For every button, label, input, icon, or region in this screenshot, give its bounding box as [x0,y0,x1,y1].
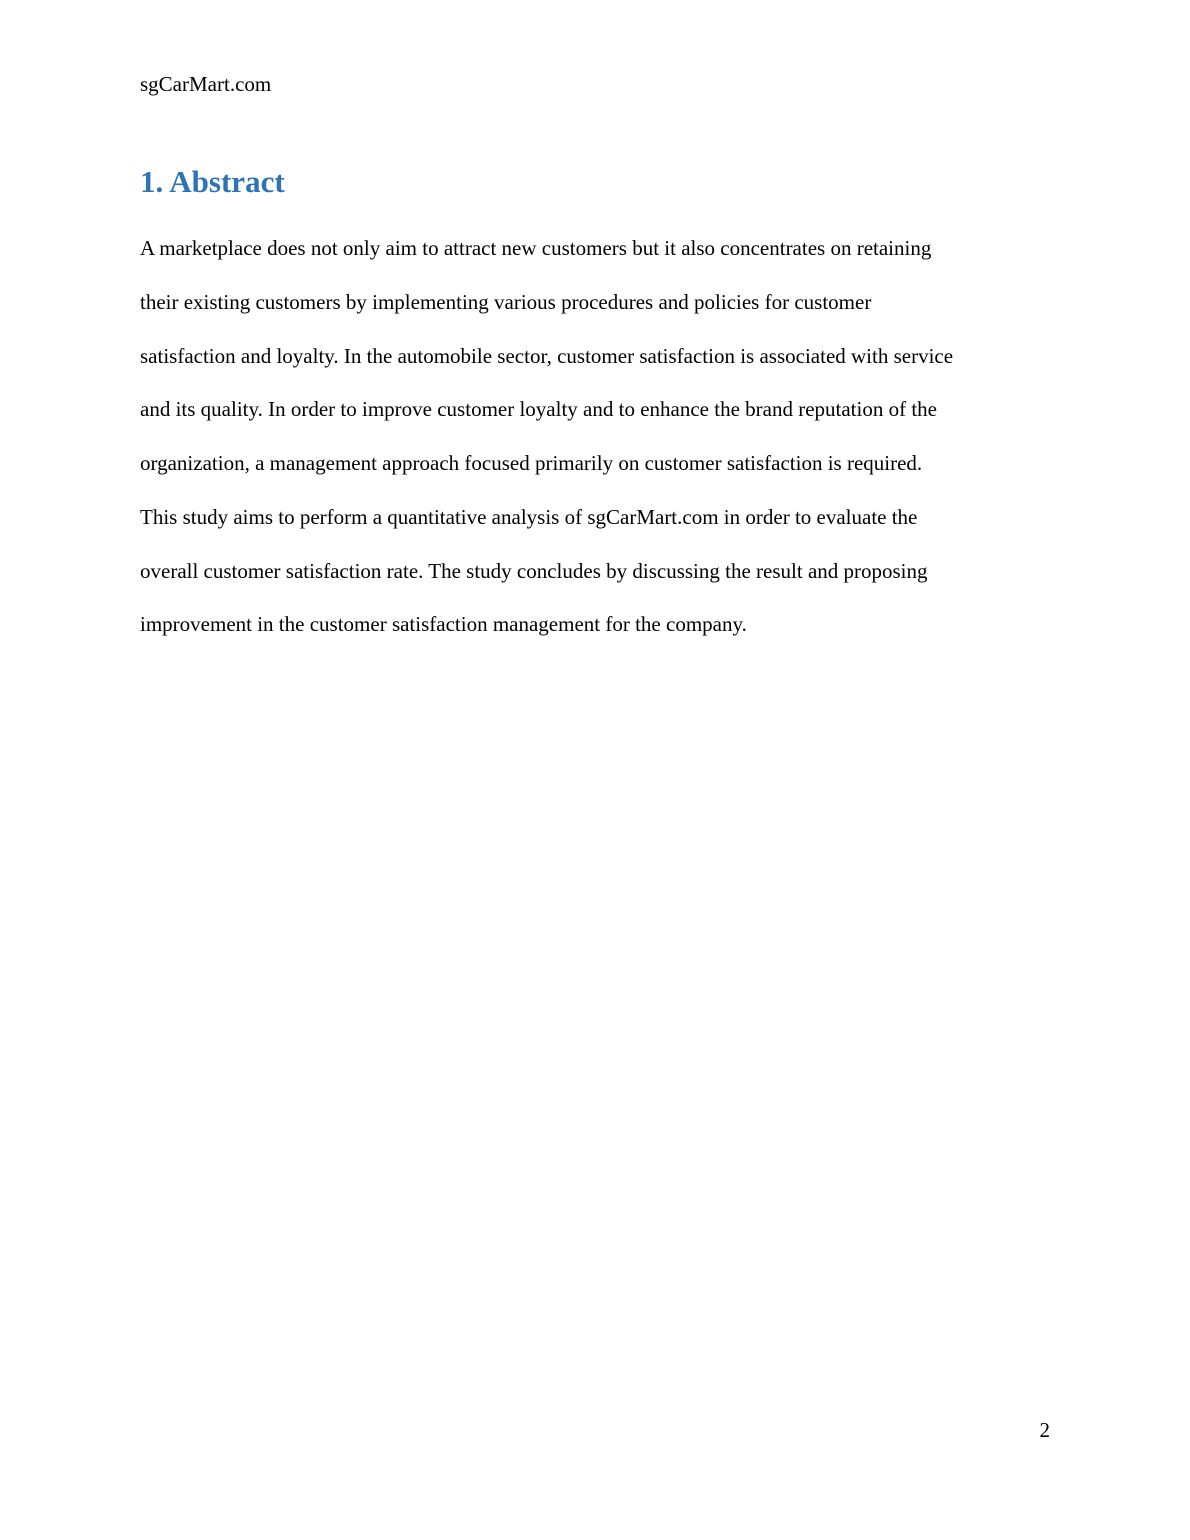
running-header: sgCarMart.com [140,72,272,96]
paragraph-line: and its quality. In order to improve customer loyalty and to enhance the brand reputation of the [140,397,937,422]
paragraph-line: their existing customers by implementing various procedures and policies for customer [140,289,872,314]
page-number: 2 [1039,1418,1050,1442]
paragraph-line: organization, a management approach focused primarily on customer satisfaction is required. [140,451,923,475]
abstract-heading: 1. Abstract [140,164,285,199]
paragraph-line: satisfaction and loyalty. In the automobile sector, customer satisfaction is associated with service [140,343,954,368]
paragraph-line: improvement in the customer satisfaction management for the company. [140,612,747,637]
abstract-paragraph [140,230,1060,660]
paragraph-line: overall customer satisfaction rate. The study concludes by discussing the result and proposing [140,558,928,583]
paragraph-line: This study aims to perform a quantitative analysis of sgCarMart.com in order to evaluate the [140,504,918,529]
paragraph-line: A marketplace does not only aim to attract new customers but it also concentrates on retaining [140,236,932,260]
